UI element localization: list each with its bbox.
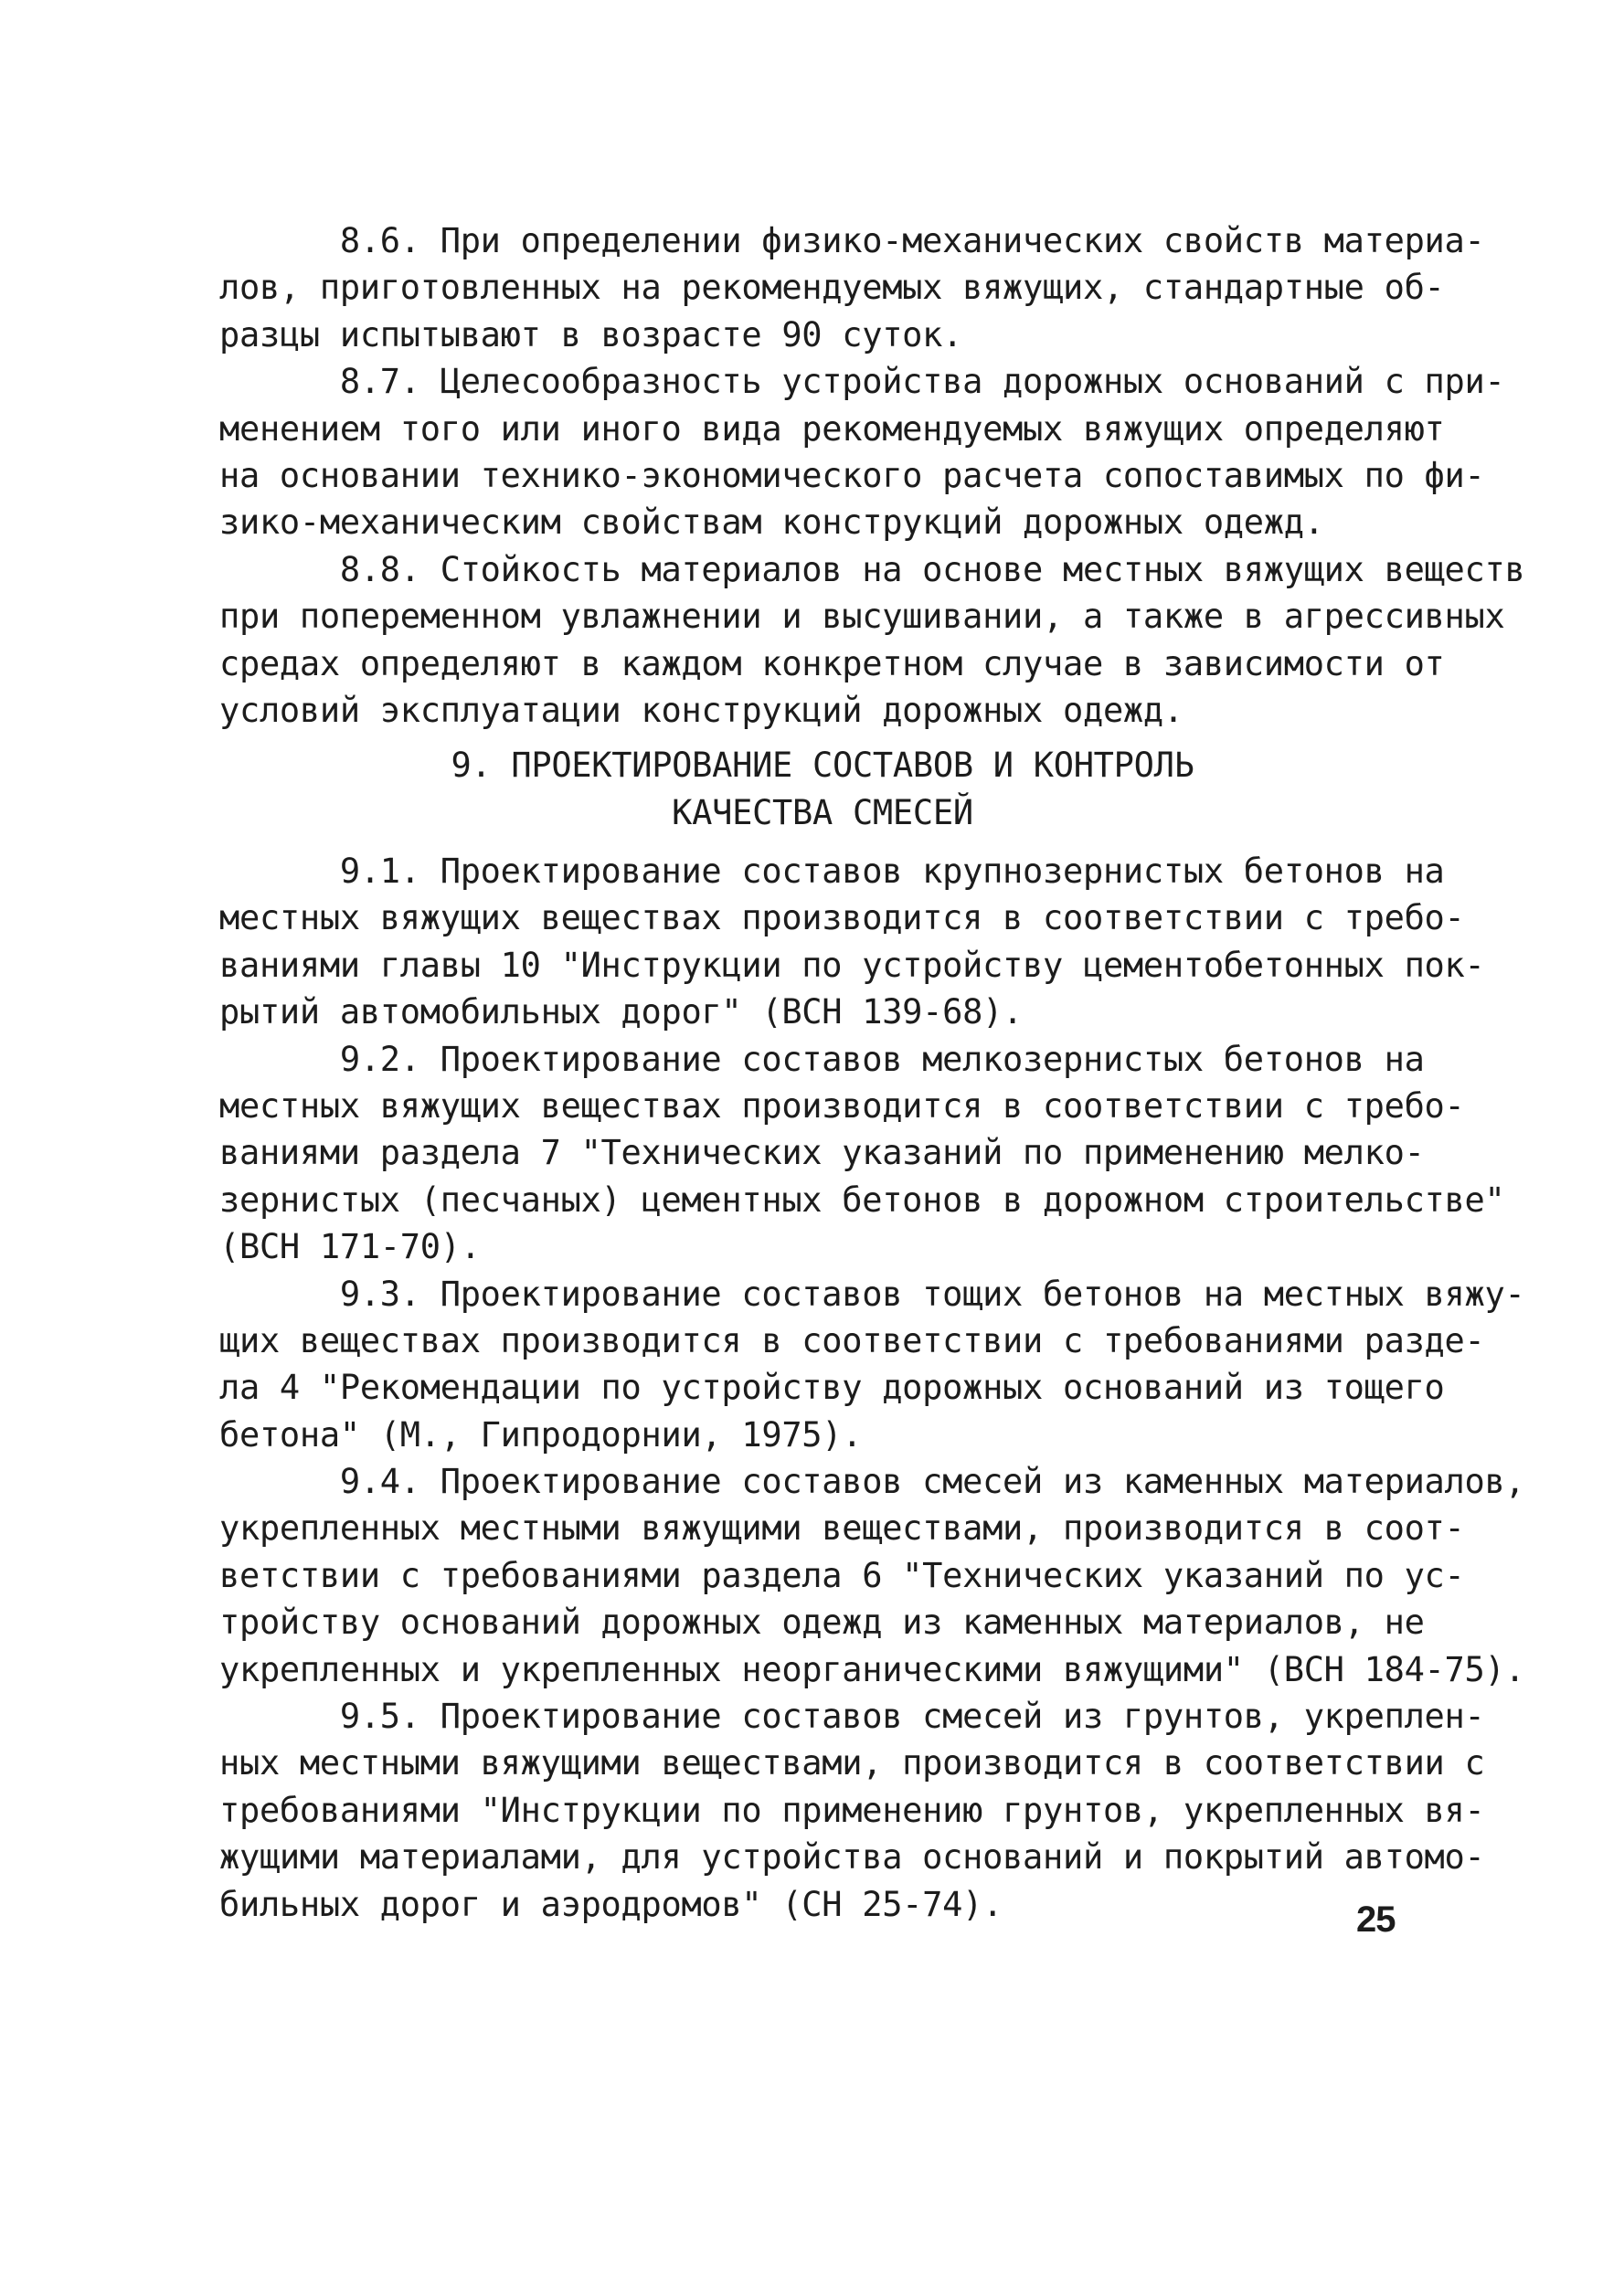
paragraph-line: 8.6. При определении физико-механических свойств материа- [219,221,1485,260]
paragraph-line: (ВСН 171-70). [219,1227,481,1267]
paragraph-line: ваниями главы 10 "Инструкции по устройству цементобетонных пок- [219,945,1485,985]
paragraph-line: местных вяжущих веществах производится в соответствии с требо- [219,898,1465,938]
section-9-text [219,848,1525,1928]
paragraph-line: 9.2. Проектирование составов мелкозернистых бетонов на [219,1039,1425,1079]
paragraph-line: 9.1. Проектирование составов крупнозернистых бетонов на [219,852,1445,891]
paragraph-line: на основании технико-экономического расчета сопоставимых по фи- [219,455,1485,495]
paragraph-line: лов, приготовленных на рекомендуемых вяжущих, стандартные об- [219,268,1445,308]
paragraph-line: зернистых (песчаных) цементных бетонов в дорожном строительстве" [219,1180,1505,1220]
paragraph-line: зико-механическим свойствам конструкций дорожных одежд. [219,503,1324,543]
paragraph-line: жущими материалами, для устройства оснований и покрытий автомо- [219,1837,1485,1878]
paragraph-line: тройству оснований дорожных одежд из каменных материалов, не [219,1603,1425,1643]
section-heading-line-2: КАЧЕСТВА СМЕСЕЙ [672,793,973,832]
paragraph-line: менением того или иного вида рекомендуемых вяжущих определяют [219,408,1445,449]
paragraph-line: ных местными вяжущими веществами, производится в соответствии с [219,1743,1485,1783]
paragraph-line: укрепленных местными вяжущими веществами, производится в соот- [219,1508,1465,1549]
paragraph-line: бетона" (М., Гипродорнии, 1975). [219,1414,863,1455]
paragraph-line: при попеременном увлажнении и высушивании, а также в агрессивных [219,597,1505,637]
section-8-text [219,217,1525,734]
paragraph-line: ветствии с требованиями раздела 6 "Технических указаний по ус- [219,1555,1465,1595]
paragraph-line: укрепленных и укрепленных неорганическими вяжущими" (ВСН 184-75). [219,1649,1525,1689]
paragraph-line: 9.3. Проектирование составов тощих бетонов на местных вяжу- [219,1274,1525,1314]
paragraph-line: 9.4. Проектирование составов смесей из каменных материалов, [219,1462,1525,1502]
paragraph-line: средах определяют в каждом конкретном случае в зависимости от [219,643,1445,683]
paragraph-line: бильных дорог и аэродромов" (СН 25-74). [219,1884,1003,1924]
paragraph-line: местных вяжущих веществах производится в соответствии с требо- [219,1085,1465,1126]
paragraph-line: разцы испытывают в возрасте 90 суток. [219,314,963,354]
page-number: 25 [1356,1899,1396,1940]
paragraph-line: рытий автомобильных дорог" (ВСН 139-68). [219,992,1024,1032]
paragraph-line: ла 4 "Рекомендации по устройству дорожных оснований из тощего [219,1368,1445,1408]
paragraph-line: 8.8. Стойкость материалов на основе местных вяжущих веществ [219,549,1525,589]
section-heading-line-1: 9. ПРОЕКТИРОВАНИЕ СОСТАВОВ И КОНТРОЛЬ [451,746,1194,785]
paragraph-line: условий эксплуатации конструкций дорожных одежд. [219,690,1184,730]
paragraph-line: 8.7. Целесообразность устройства дорожных оснований с при- [219,362,1505,402]
paragraph-line: ваниями раздела 7 "Технических указаний по применению мелко- [219,1133,1425,1173]
paragraph-line: щих веществах производится в соответствии с требованиями разде- [219,1320,1485,1360]
paragraph-line: 9.5. Проектирование составов смесей из грунтов, укреплен- [219,1697,1485,1737]
paragraph-line: требованиями "Инструкции по применению грунтов, укрепленных вя- [219,1790,1485,1830]
